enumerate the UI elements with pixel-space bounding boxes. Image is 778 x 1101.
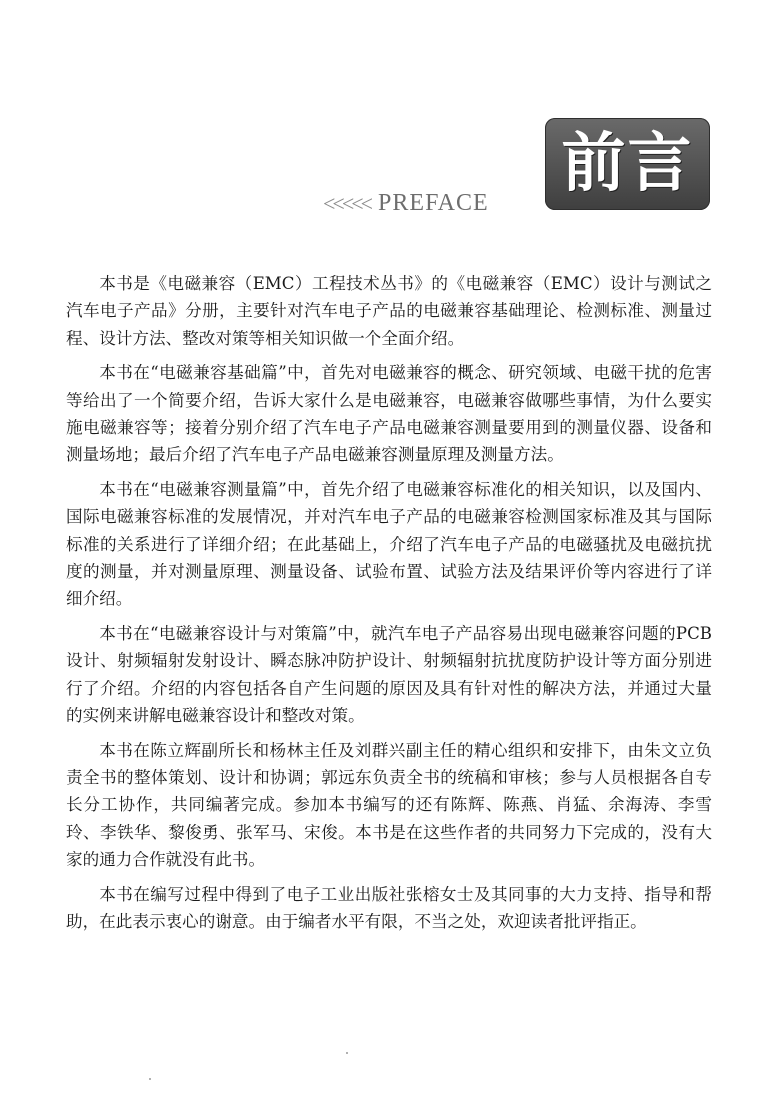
scan-speck <box>149 1078 151 1080</box>
paragraph: 本书在编写过程中得到了电子工业出版社张榕女士及其同事的大力支持、指导和帮助，在此表示衷心的谢意。由于编者水平有限，不当之处，欢迎读者批评指正。 <box>66 884 712 931</box>
paragraph: 本书在“电磁兼容基础篇”中，首先对电磁兼容的概念、研究领域、电磁干扰的危害等给出了一个简要介绍，告诉大家什么是电磁兼容，电磁兼容做哪些事情，为什么要实施电磁兼容等；接着分别介绍了汽车电子产品电磁兼容测量要用到的测量仪器、设备和测量场地；最后介绍了汽车电子产品电磁兼容测量原理及测量方法。 <box>66 363 712 465</box>
scan-speck <box>346 1052 348 1054</box>
paragraph: 本书在“电磁兼容测量篇”中，首先介绍了电磁兼容标准化的相关知识，以及国内、国际电磁兼容标准的发展情况，并对汽车电子产品的电磁兼容检测国家标准及其与国际标准的关系进行了详细介绍；在此基础上，介绍了汽车电子产品的电磁骚扰及电磁抗扰度的测量，并对测量原理、测量设备、试验布置、试验方法及结果评价等内容进行了详细介绍。 <box>66 479 712 609</box>
paragraph: 本书是《电磁兼容（EMC）工程技术丛书》的《电磁兼容（EMC）设计与测试之汽车电子产品》分册，主要针对汽车电子产品的电磁兼容基础理论、检测标准、测量过程、设计方法、整改对策等相关知识做一个全面介绍。 <box>66 274 712 348</box>
preface-title: 前言 <box>561 126 694 201</box>
preface-body <box>66 270 712 942</box>
preface-title-badge <box>545 118 710 210</box>
preface-subtitle <box>323 190 489 217</box>
paragraph: 本书在陈立辉副所长和杨林主任及刘群兴副主任的精心组织和安排下，由朱文立负责全书的整体策划、设计和协调；郭远东负责全书的统稿和审核；参与人员根据各自专长分工协作，共同编著完成。参加本书编写的还有陈辉、陈燕、肖猛、余海涛、李雪玲、李铁华、黎俊勇、张军马、宋俊。本书是在这些作者的共同努力下完成的，没有大家的通力合作就没有此书。 <box>66 740 712 870</box>
paragraph: 本书在“电磁兼容设计与对策篇”中，就汽车电子产品容易出现电磁兼容问题的PCB设计、射频辐射发射设计、瞬态脉冲防护设计、射频辐射抗扰度防护设计等方面分别进行了介绍。介绍的内容包括各自产生问题的原因及具有针对性的解决方法，并通过大量的实例来讲解电磁兼容设计和整改对策。 <box>66 623 712 726</box>
preface-word: PREFACE <box>378 190 489 216</box>
chevrons-decoration: <<<<< <box>323 190 371 216</box>
